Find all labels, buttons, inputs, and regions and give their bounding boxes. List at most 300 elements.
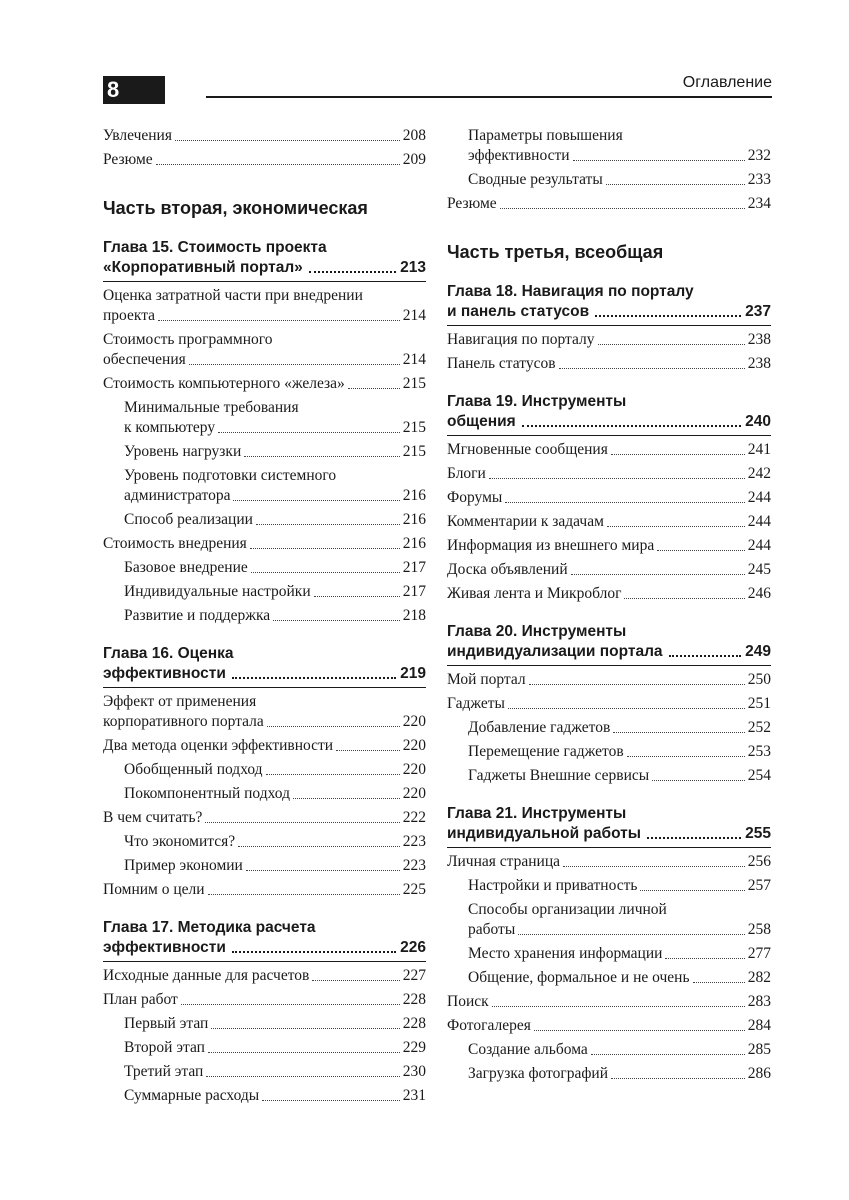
entry-title-line: и панель статусов (447, 303, 590, 320)
entry-title-line: Базовое внедрение (124, 559, 248, 576)
dot-leader (205, 822, 399, 823)
entry-title-line: Личная страница (447, 853, 561, 870)
toc-chapter[interactable] (447, 622, 771, 666)
entry-title-line: Мой портал (447, 671, 526, 688)
page-ref: 252 (747, 719, 771, 736)
entry-title-line: Эффект от применения (103, 693, 257, 710)
entry-final-line (103, 880, 426, 900)
entry-final-line (103, 350, 426, 370)
dot-leader (208, 894, 400, 895)
dot-leader (336, 750, 400, 751)
toc-chapter[interactable] (447, 804, 771, 848)
entry-final-line (103, 534, 426, 554)
page-ref: 245 (747, 561, 771, 578)
entry-final-line (103, 736, 426, 756)
dot-leader (522, 425, 741, 427)
entry-title-line: Форумы (447, 489, 503, 506)
page-ref: 228 (402, 1015, 426, 1032)
entry-final-line (447, 536, 771, 556)
dot-leader (206, 1076, 399, 1077)
toc-entry[interactable] (447, 742, 771, 762)
toc-entry[interactable] (103, 832, 426, 852)
entry-title-line: Комментарии к задачам (447, 513, 604, 530)
dot-leader (665, 958, 744, 959)
dot-leader (563, 866, 745, 867)
entry-final-line (468, 920, 771, 940)
toc-entry[interactable] (103, 966, 426, 986)
entry-title-line: Уровень нагрузки (124, 443, 242, 460)
entry-final-line (124, 606, 426, 626)
entry-title-line: Обобщенный подход (124, 761, 263, 778)
entry-final-line (124, 582, 426, 602)
entry-title-line: В чем считать? (103, 809, 203, 826)
page-ref: 284 (747, 1017, 771, 1034)
dot-leader (640, 890, 744, 891)
toc-entry[interactable] (103, 1086, 426, 1106)
toc-entry[interactable] (103, 286, 426, 326)
dot-leader (312, 980, 399, 981)
entry-final-line (447, 512, 771, 532)
entry-title-line: Загрузка фотографий (468, 1065, 608, 1082)
entry-final-line (124, 510, 426, 530)
page-ref: 228 (402, 991, 426, 1008)
dot-leader (573, 160, 745, 161)
dot-leader (232, 951, 396, 953)
page-ref: 254 (747, 767, 771, 784)
entry-final-line (447, 694, 771, 714)
dot-leader (508, 708, 745, 709)
entry-title-line: Стоимость внедрения (103, 535, 247, 552)
toc-entry[interactable] (103, 856, 426, 876)
entry-title-line: Живая лента и Микроблог (447, 585, 622, 602)
page-ref: 244 (747, 489, 771, 506)
entry-final-line (124, 558, 426, 578)
dot-leader (189, 364, 400, 365)
entry-final-line (103, 150, 426, 170)
entry-title-line: Глава 21. Инструменты (447, 805, 627, 822)
toc-entry[interactable] (103, 442, 426, 462)
entry-final-line (468, 1064, 771, 1084)
entry-title-line: Панель статусов (447, 355, 556, 372)
page-ref: 215 (402, 419, 426, 436)
entry-title-line: Информация из внешнего мира (447, 537, 655, 554)
entry-final-line (103, 966, 426, 986)
entry-title-line: эффективности (103, 939, 226, 956)
dot-leader (669, 655, 742, 657)
entry-title-line: Параметры повышения (468, 127, 623, 144)
entry-title-line: Уровень подготовки системного (124, 467, 337, 484)
entry-title-line: Стоимость программного (103, 331, 273, 348)
dot-leader (158, 320, 400, 321)
entry-title-line: Покомпонентный подход (124, 785, 290, 802)
toc-entry[interactable] (103, 1014, 426, 1034)
entry-final-line (447, 824, 771, 844)
page-ref: 219 (400, 665, 426, 682)
entry-final-line (103, 664, 426, 684)
entry-final-line (447, 992, 771, 1012)
toc-entry[interactable] (447, 536, 771, 556)
entry-title-line: Способ реализации (124, 511, 253, 528)
dot-leader (500, 208, 745, 209)
toc-entry[interactable] (103, 1038, 426, 1058)
page-ref: 216 (402, 487, 426, 504)
toc-entry[interactable] (447, 852, 771, 872)
entry-title-line: индивидуальной работы (447, 825, 641, 842)
entry-title-line: Третий этап (124, 1063, 204, 1080)
page-ref: 217 (402, 583, 426, 600)
toc-entry[interactable] (103, 606, 426, 626)
entry-final-line (447, 440, 771, 460)
toc-chapter[interactable] (103, 918, 426, 962)
entry-final-line (124, 784, 426, 804)
dot-leader (251, 572, 400, 573)
toc-entry[interactable] (103, 808, 426, 828)
entry-final-line (124, 442, 426, 462)
dot-leader (693, 982, 745, 983)
toc-entry[interactable] (103, 126, 426, 146)
dot-leader (156, 164, 400, 165)
toc-entry[interactable] (103, 510, 426, 530)
entry-final-line (124, 1038, 426, 1058)
entry-final-line (447, 670, 771, 690)
dot-leader (244, 456, 400, 457)
dot-leader (657, 550, 745, 551)
entry-final-line (468, 718, 771, 738)
entry-final-line (103, 990, 426, 1010)
dot-leader (627, 756, 745, 757)
dot-leader (293, 798, 400, 799)
toc-entry[interactable] (447, 670, 771, 690)
toc-chapter[interactable] (447, 282, 771, 326)
entry-title-line: администратора (124, 487, 231, 504)
page-ref: 229 (402, 1039, 426, 1056)
page-ref: 249 (745, 643, 771, 660)
dot-leader (256, 524, 400, 525)
entry-title-line: Минимальные требования (124, 399, 299, 416)
dot-leader (607, 526, 745, 527)
page-ref: 226 (400, 939, 426, 956)
entry-title-line: работы (468, 921, 516, 938)
page-ref: 222 (402, 809, 426, 826)
page-ref: 214 (402, 351, 426, 368)
entry-final-line (124, 832, 426, 852)
toc-entry[interactable] (447, 968, 771, 988)
toc-entry[interactable] (447, 330, 771, 350)
dot-leader (348, 388, 400, 389)
part-heading: Часть вторая, экономическая (103, 198, 368, 218)
toc-entry[interactable] (447, 766, 771, 786)
toc-entry[interactable] (447, 126, 771, 166)
entry-title-line: Навигация по порталу (447, 331, 595, 348)
entry-final-line (447, 194, 771, 214)
entry-final-line (124, 856, 426, 876)
entry-title-line: Общение, формальное и не очень (468, 969, 690, 986)
toc-chapter[interactable] (447, 392, 771, 436)
toc-entry[interactable] (447, 584, 771, 604)
page-ref: 256 (747, 853, 771, 870)
dot-leader (611, 454, 745, 455)
page-ref: 216 (402, 511, 426, 528)
page-ref: 217 (402, 559, 426, 576)
page-ref: 225 (402, 881, 426, 898)
entry-title-line: Сводные результаты (468, 171, 603, 188)
toc-entry[interactable] (447, 512, 771, 532)
entry-title-line: Два метода оценки эффективности (103, 737, 334, 754)
dot-leader (534, 1030, 745, 1031)
toc-entry[interactable] (447, 488, 771, 508)
entry-title-line: План работ (103, 991, 178, 1008)
toc-entry[interactable] (447, 992, 771, 1012)
page-ref: 282 (747, 969, 771, 986)
entry-title-line: Глава 16. Оценка (103, 645, 234, 662)
page-ref: 214 (402, 307, 426, 324)
toc-entry[interactable] (103, 880, 426, 900)
page-ref: 250 (747, 671, 771, 688)
entry-final-line (468, 968, 771, 988)
dot-leader (606, 184, 745, 185)
entry-title-line: эффективности (468, 147, 570, 164)
dot-leader (652, 780, 745, 781)
entry-final-line (103, 808, 426, 828)
toc-entry[interactable] (447, 1064, 771, 1084)
entry-title-line: Перемещение гаджетов (468, 743, 624, 760)
entry-title-line: Глава 18. Навигация по порталу (447, 283, 694, 300)
page-ref: 237 (745, 303, 771, 320)
entry-title-line: Способы организации личной (468, 901, 667, 918)
page-ref: 244 (747, 537, 771, 554)
toc-entry[interactable] (103, 150, 426, 170)
dot-leader (598, 344, 745, 345)
page-ref: 230 (402, 1063, 426, 1080)
dot-leader (595, 315, 741, 317)
entry-title-line: Исходные данные для расчетов (103, 967, 310, 984)
entry-title-line: проекта (103, 307, 156, 324)
dot-leader (492, 1006, 745, 1007)
page-ref: 258 (747, 921, 771, 938)
entry-final-line (447, 1016, 771, 1036)
toc-entry[interactable] (103, 736, 426, 756)
entry-final-line (447, 584, 771, 604)
toc-entry[interactable] (447, 876, 771, 896)
page-ref: 232 (747, 147, 771, 164)
entry-final-line (103, 374, 426, 394)
part-heading: Часть третья, всеобщая (447, 242, 664, 262)
dot-leader (571, 574, 745, 575)
dot-leader (238, 846, 400, 847)
page-ref: 238 (747, 331, 771, 348)
toc-entry[interactable] (447, 170, 771, 190)
entry-title-line: Второй этап (124, 1039, 205, 1056)
toc-entry[interactable] (447, 560, 771, 580)
entry-title-line: Резюме (103, 151, 153, 168)
entry-final-line (468, 170, 771, 190)
dot-leader (314, 596, 400, 597)
entry-title-line: Глава 15. Стоимость проекта (103, 239, 327, 256)
entry-title-line: Гаджеты (447, 695, 505, 712)
toc-chapter[interactable] (103, 238, 426, 282)
dot-leader (246, 870, 400, 871)
entry-title-line: Пример экономии (124, 857, 243, 874)
toc-entry[interactable] (103, 374, 426, 394)
entry-title-line: Фотогалерея (447, 1017, 531, 1034)
dot-leader (175, 140, 400, 141)
entry-title-line: Блоги (447, 465, 486, 482)
page-ref: 286 (747, 1065, 771, 1082)
entry-title-line: Создание альбома (468, 1041, 588, 1058)
dot-leader (211, 1028, 399, 1029)
page-ref: 209 (402, 151, 426, 168)
entry-final-line (447, 302, 771, 322)
page-ref: 223 (402, 857, 426, 874)
page-ref: 255 (745, 825, 771, 842)
entry-final-line (124, 1086, 426, 1106)
dot-leader (266, 774, 400, 775)
toc-column-left (103, 126, 426, 1110)
page-ref: 283 (747, 993, 771, 1010)
toc-entry[interactable] (447, 694, 771, 714)
toc-entry[interactable] (447, 354, 771, 374)
entry-final-line (447, 464, 771, 484)
entry-title-line: «Корпоративный портал» (103, 259, 303, 276)
dot-leader (181, 1004, 400, 1005)
entry-final-line (468, 742, 771, 762)
entry-final-line (447, 412, 771, 432)
page-ref: 220 (402, 761, 426, 778)
toc-entry[interactable] (103, 760, 426, 780)
toc-entry[interactable] (103, 692, 426, 732)
entry-final-line (468, 876, 771, 896)
dot-leader (647, 837, 741, 839)
page-ref: 220 (402, 737, 426, 754)
toc-entry[interactable] (103, 330, 426, 370)
toc-entry[interactable] (103, 784, 426, 804)
page-ref: 234 (747, 195, 771, 212)
entry-title-line: Резюме (447, 195, 497, 212)
entry-title-line: Что экономится? (124, 833, 236, 850)
entry-final-line (447, 852, 771, 872)
entry-title-line: Доска объявлений (447, 561, 568, 578)
toc-entry[interactable] (447, 944, 771, 964)
entry-title-line: Глава 19. Инструменты (447, 393, 627, 410)
toc-entry[interactable] (103, 582, 426, 602)
entry-title-line: Стоимость компьютерного «железа» (103, 375, 345, 392)
dot-leader (233, 500, 399, 501)
toc-entry[interactable] (103, 990, 426, 1010)
page-ref: 253 (747, 743, 771, 760)
page-ref: 231 (402, 1087, 426, 1104)
entry-title-line: Глава 17. Методика расчета (103, 919, 316, 936)
entry-title-line: Настройки и приватность (468, 877, 638, 894)
entry-final-line (103, 306, 426, 326)
page-ref: 233 (747, 171, 771, 188)
entry-final-line (124, 1014, 426, 1034)
dot-leader (262, 1100, 400, 1101)
page-ref: 285 (747, 1041, 771, 1058)
entry-title-line: Индивидуальные настройки (124, 583, 311, 600)
page-ref: 277 (747, 945, 771, 962)
dot-leader (273, 620, 400, 621)
entry-final-line (447, 642, 771, 662)
entry-title-line: общения (447, 413, 516, 430)
entry-title-line: Место хранения информации (468, 945, 663, 962)
dot-leader (529, 684, 745, 685)
entry-final-line (447, 330, 771, 350)
toc-entry[interactable] (447, 718, 771, 738)
toc-chapter[interactable] (103, 644, 426, 688)
entry-final-line (468, 1040, 771, 1060)
toc-entry[interactable] (447, 440, 771, 460)
page-ref: 246 (747, 585, 771, 602)
toc-entry[interactable] (103, 558, 426, 578)
dot-leader (309, 271, 396, 273)
dot-leader (250, 548, 400, 549)
dot-leader (218, 432, 400, 433)
entry-final-line (103, 712, 426, 732)
page-ref: 242 (747, 465, 771, 482)
header-rule (206, 96, 772, 98)
entry-title-line: Мгновенные сообщения (447, 441, 608, 458)
entry-final-line (103, 258, 426, 278)
entry-title-line: Поиск (447, 993, 489, 1010)
dot-leader (208, 1052, 400, 1053)
page-ref: 216 (402, 535, 426, 552)
page-ref: 215 (402, 443, 426, 460)
entry-title-line: Суммарные расходы (124, 1087, 260, 1104)
entry-final-line (447, 488, 771, 508)
toc-entry[interactable] (103, 466, 426, 506)
page-ref: 241 (747, 441, 771, 458)
page-ref: 213 (400, 259, 426, 276)
page-ref: 223 (402, 833, 426, 850)
entry-title-line: эффективности (103, 665, 226, 682)
entry-title-line: Первый этап (124, 1015, 209, 1032)
page-ref: 220 (402, 785, 426, 802)
toc-entry[interactable] (447, 464, 771, 484)
toc-column-right (447, 126, 771, 1088)
dot-leader (611, 1078, 745, 1079)
entry-final-line (468, 146, 771, 166)
entry-title-line: Увлечения (103, 127, 172, 144)
page-number: 8 (103, 76, 165, 104)
dot-leader (267, 726, 400, 727)
entry-title-line: корпоративного портала (103, 713, 264, 730)
entry-final-line (447, 354, 771, 374)
toc-entry[interactable] (447, 194, 771, 214)
dot-leader (613, 732, 744, 733)
dot-leader (489, 478, 745, 479)
toc-entry[interactable] (103, 1062, 426, 1082)
toc-entry[interactable] (103, 398, 426, 438)
toc-entry[interactable] (447, 1016, 771, 1036)
entry-final-line (124, 418, 426, 438)
entry-final-line (124, 1062, 426, 1082)
running-title: Оглавление (682, 74, 772, 91)
dot-leader (518, 934, 745, 935)
dot-leader (505, 502, 744, 503)
entry-title-line: Добавление гаджетов (468, 719, 611, 736)
dot-leader (624, 598, 744, 599)
entry-final-line (447, 560, 771, 580)
page-ref: 238 (747, 355, 771, 372)
entry-title-line: Глава 20. Инструменты (447, 623, 627, 640)
dot-leader (232, 677, 396, 679)
page-ref: 220 (402, 713, 426, 730)
toc-entry[interactable] (447, 900, 771, 940)
toc-entry[interactable] (103, 534, 426, 554)
page-ref: 218 (402, 607, 426, 624)
toc-entry[interactable] (447, 1040, 771, 1060)
page-ref: 257 (747, 877, 771, 894)
